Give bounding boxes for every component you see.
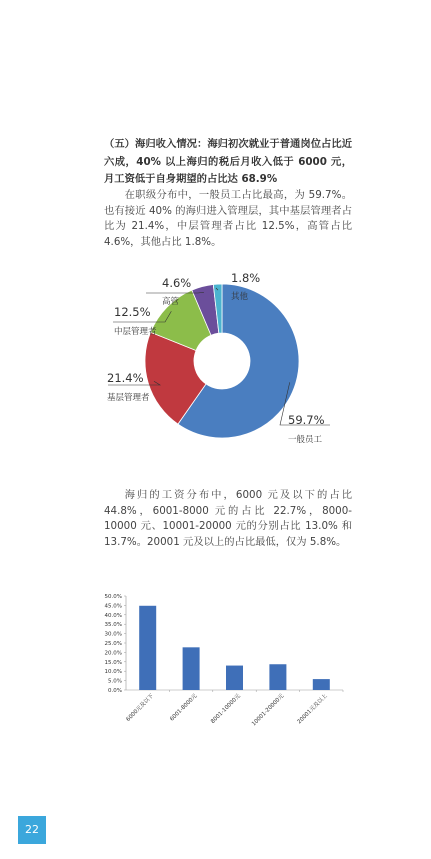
donut-category-label: 高管 xyxy=(162,297,180,307)
donut-category-label: 中层管理者 xyxy=(114,327,157,337)
salary-bar xyxy=(313,679,330,690)
page-number: 22 xyxy=(18,816,46,844)
salary-paragraph: 海归的工资分布中，6000 元及以下的占比 44.8%，6001-8000 元的占比 22.7%，8000-10000 元、10001-20000 元的分别占比 13.0% 和 13.7%。20001 元及以上的占比最低，仅为 5.8%。 xyxy=(104,489,352,548)
donut-value-label: 21.4% xyxy=(107,371,144,385)
y-tick-label: 35.0% xyxy=(104,622,122,629)
y-tick-label: 20.0% xyxy=(104,650,122,657)
y-tick-label: 30.0% xyxy=(104,631,122,638)
salary-bar xyxy=(269,664,286,690)
x-category-label: 6000元及以下 xyxy=(125,693,156,723)
salary-bar-chart xyxy=(0,586,431,776)
section-heading: （五）海归收入情况：海归初次就业于普通岗位占比近六成，40% 以上海归的税后月收入低于 6000 元，月工资低于自身期望的占比达 68.9% xyxy=(104,138,352,185)
x-category-label: 10001-20000元 xyxy=(251,693,286,728)
y-tick-label: 10.0% xyxy=(104,669,122,676)
y-tick-label: 50.0% xyxy=(104,594,122,600)
salary-bar xyxy=(226,666,243,690)
donut-value-label: 12.5% xyxy=(114,305,151,319)
y-tick-label: 0.0% xyxy=(108,688,122,694)
donut-value-label: 1.8% xyxy=(231,271,261,285)
donut-category-label: 其他 xyxy=(231,292,249,302)
salary-bar xyxy=(139,606,156,690)
y-tick-label: 5.0% xyxy=(108,678,122,685)
y-tick-label: 40.0% xyxy=(104,612,122,619)
donut-value-label: 59.7% xyxy=(288,413,325,427)
donut-value-label: 4.6% xyxy=(162,276,192,290)
x-category-label: 20001元及以上 xyxy=(296,693,329,726)
salary-bar xyxy=(183,647,200,690)
y-tick-label: 15.0% xyxy=(104,659,122,666)
job-level-paragraph: 在职级分布中，一般员工占比最高，为 59.7%。也有接近 40% 的海归进入管理层，其中基层管理者占比为 21.4%，中层管理者占比 12.5%，高管占比 4.6%，其他占比 1.8%。 xyxy=(104,189,352,248)
x-category-label: 8001-10000元 xyxy=(210,693,242,725)
y-tick-label: 45.0% xyxy=(104,603,122,610)
donut-category-label: 基层管理者 xyxy=(107,393,150,403)
donut-category-label: 一般员工 xyxy=(288,435,323,445)
y-tick-label: 25.0% xyxy=(104,641,122,647)
x-category-label: 6001-8000元 xyxy=(169,693,199,723)
job-level-donut-chart xyxy=(0,262,431,452)
